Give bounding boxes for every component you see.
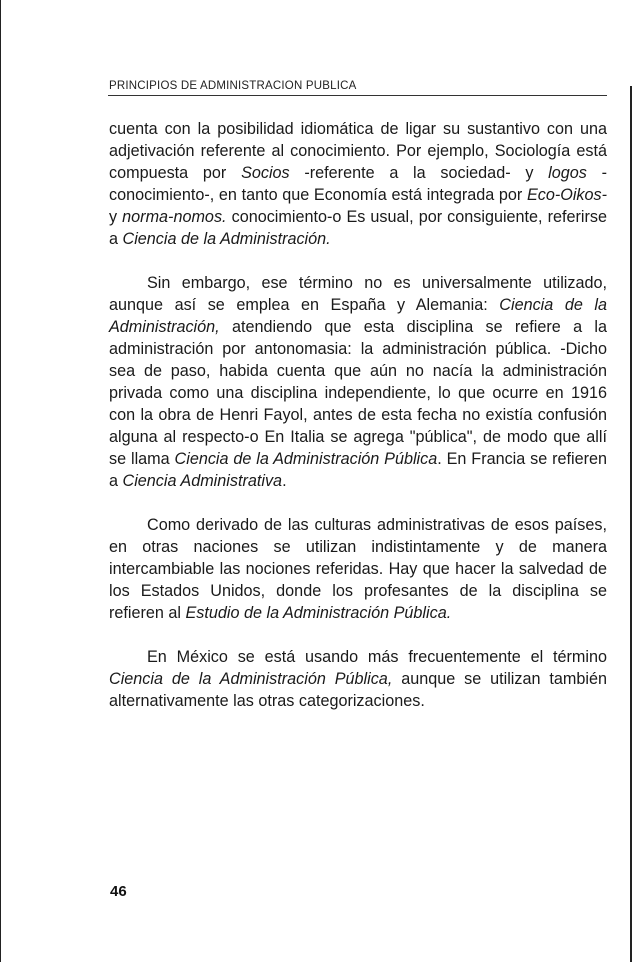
italic-term: logos — [548, 164, 587, 182]
text-run: -referente a la sociedad- y — [289, 164, 549, 182]
text-run: Sin embargo, ese término no es universalmente utilizado, aunque así se emplea en España y Alemania: — [109, 274, 607, 314]
italic-term: Eco-Oikos- — [526, 186, 607, 204]
body-text — [109, 118, 607, 712]
paragraph — [109, 646, 607, 712]
italic-term: Ciencia de la Administración Pública — [174, 450, 438, 468]
page-right-border — [630, 86, 632, 962]
running-header-title: PRINCIPIOS DE ADMINISTRACION PUBLICA — [109, 80, 357, 92]
text-run: cuenta con la posibilidad idiomática de ligar su sustantivo con una adjetivación referente al conocimiento. Por ejemplo, Sociología está compuesta por — [109, 120, 607, 182]
italic-term: norma-nomos. — [122, 208, 227, 226]
text-run: En México se está usando más frecuentemente el término — [147, 648, 607, 666]
paragraph — [109, 272, 607, 492]
paragraph — [109, 514, 607, 624]
italic-term: Socios — [241, 164, 290, 182]
header-rule — [108, 95, 607, 96]
text-run: . En Francia se refieren a — [109, 450, 608, 490]
page-left-border — [0, 0, 1, 962]
paragraph — [109, 118, 607, 250]
italic-term: Estudio de la Administración Pública. — [185, 604, 452, 622]
text-run: -conocimiento-, en tanto que Economía está integrada por — [109, 164, 607, 204]
text-run: conocimiento-o Es usual, por consiguiente, referirse a — [109, 208, 607, 248]
text-run: y — [109, 208, 123, 226]
italic-term: Ciencia de la Administración. — [122, 230, 331, 248]
text-run: aunque se utilizan también alternativamente las otras categorizaciones. — [109, 670, 607, 710]
text-run: atendiendo que esta disciplina se refiere a la administración por antonomasia: la administración pública. -Dicho sea de paso, habida cuenta que aún no nacía la administración privada como una disciplina independiente, lo que ocurre en 1916 con la obra de Henri Fayol, antes de esta fecha no existía confusión alguna al respecto-o En Italia se agrega "pública", de modo que allí se llama — [109, 318, 607, 468]
text-run: Como derivado de las culturas administrativas de esos países, en otras naciones se utilizan indistintamente y de manera intercambiable las nociones referidas. Hay que hacer la salvedad de los Estados Unidos, donde los profesantes de la disciplina se refieren al — [109, 516, 607, 622]
page-number: 46 — [110, 883, 127, 900]
italic-term: Ciencia de la Administración Pública, — [109, 670, 393, 688]
italic-term: Ciencia de la Administración, — [109, 296, 607, 336]
text-run: . — [282, 472, 287, 490]
italic-term: Ciencia Administrativa — [122, 472, 283, 490]
